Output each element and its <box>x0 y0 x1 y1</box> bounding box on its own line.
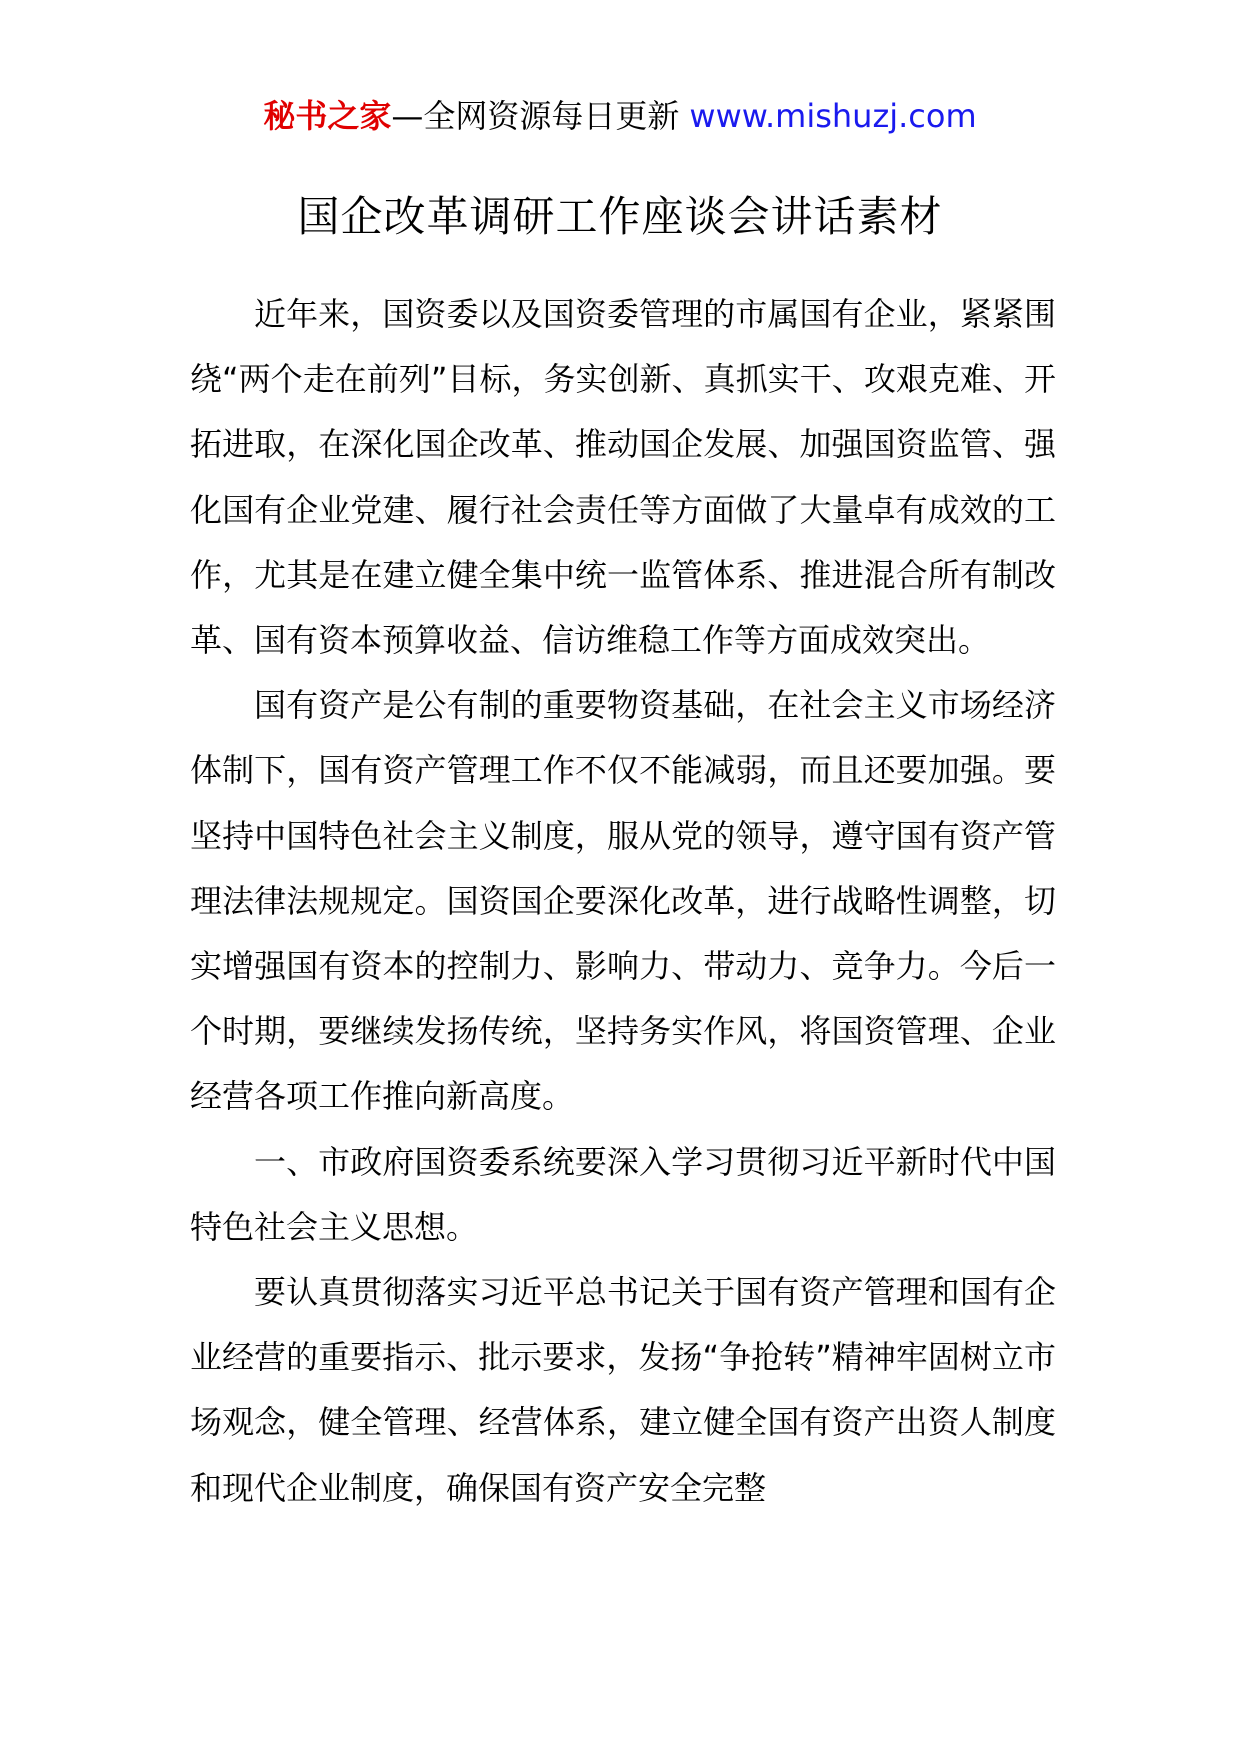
document-title: 国企改革调研工作座谈会讲话素材 <box>297 192 943 241</box>
document-body <box>190 282 1056 1521</box>
paragraph-implementation: 要认真贯彻落实习近平总书记关于国有资产管理和国有企业经营的重要指示、批示要求，发扬“争抢转”精神牢固树立市场观念，健全管理、经营体系，建立健全国有资产出资人制度和现代企业制度，确保国有资产安全完整 <box>190 1273 1056 1507</box>
paragraph-intro: 近年来，国资委以及国资委管理的市属国有企业，紧紧围绕“两个走在前列”目标，务实创新、真抓实干、攻艰克难、开拓进取，在深化国企改革、推动国企发展、加强国资监管、强化国有企业党建、履行社会责任等方面做了大量卓有成效的工作，尤其是在建立健全集中统一监管体系、推进混合所有制改革、国有资本预算收益、信访维稳工作等方面成效突出。 <box>190 295 1056 660</box>
header-slogan: —全网资源每日更新 <box>391 97 680 135</box>
site-url-link[interactable]: www.mishuzj.com <box>689 97 977 135</box>
paragraph-state-assets: 国有资产是公有制的重要物资基础，在社会主义市场经济体制下，国有资产管理工作不仅不能减弱，而且还要加强。要坚持中国特色社会主义制度，服从党的领导，遵守国有资产管理法律法规规定。国资国企要深化改革，进行战略性调整，切实增强国有资本的控制力、影响力、带动力、竞争力。今后一个时期，要继续发扬传统，坚持务实作风，将国资管理、企业经营各项工作推向新高度。 <box>190 686 1056 1116</box>
section-heading-one: 一、市政府国资委系统要深入学习贯彻习近平新时代中国特色社会主义思想。 <box>190 1142 1056 1246</box>
site-header <box>0 96 1240 136</box>
brand-name: 秘书之家 <box>263 97 392 135</box>
